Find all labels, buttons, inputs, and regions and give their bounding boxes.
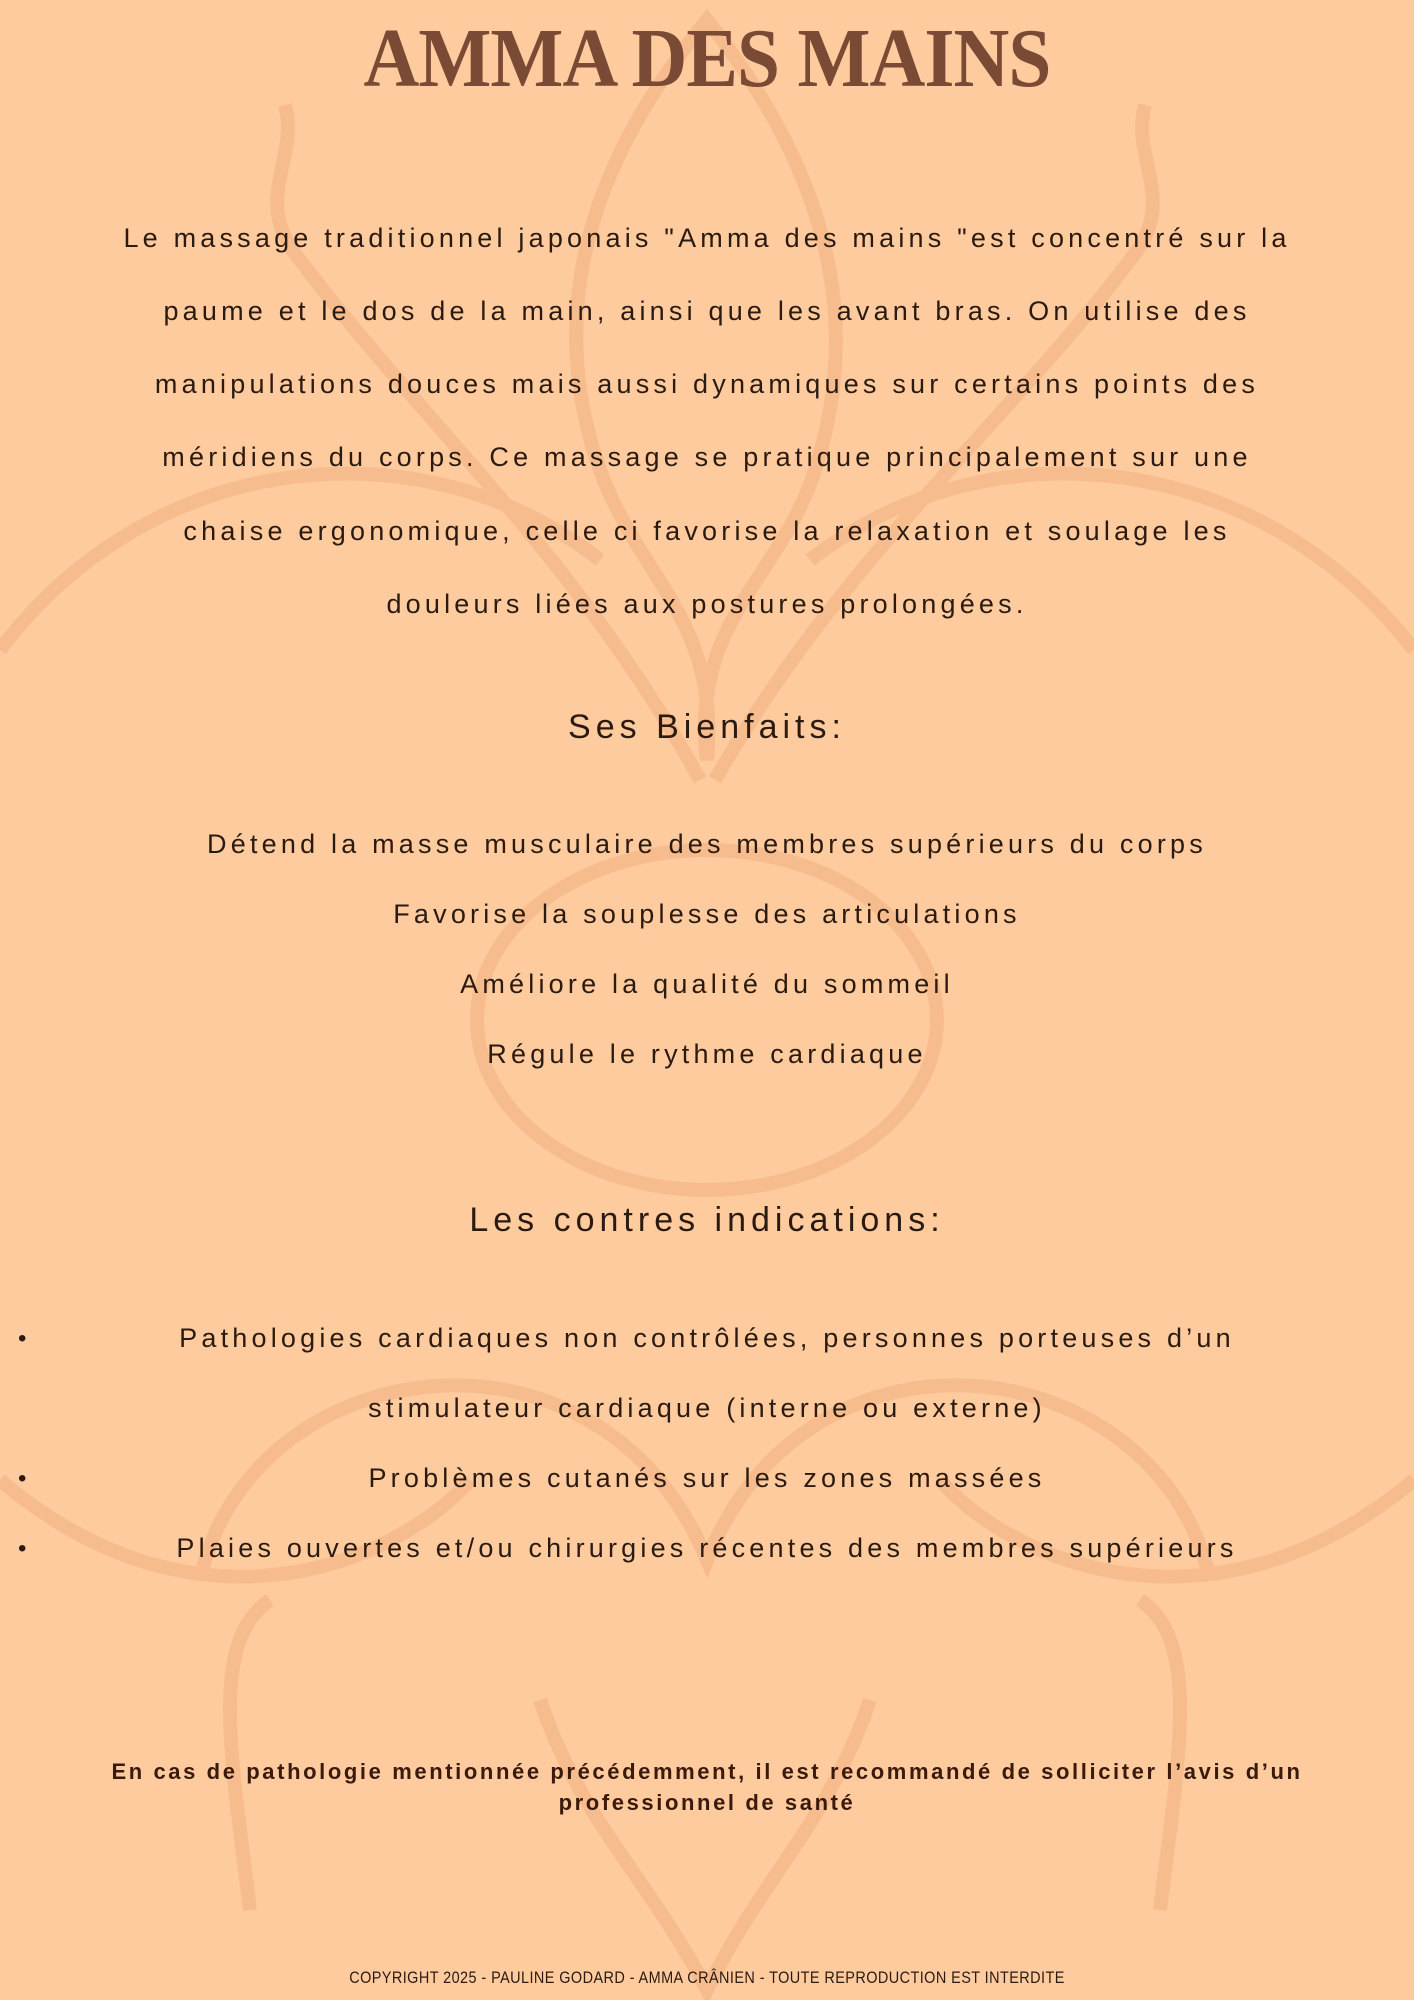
contraindication-item-continued: stimulateur cardiaque (interne ou externe) — [368, 1393, 1046, 1423]
intro-line: méridiens du corps. Ce massage se pratique principalement sur une — [162, 442, 1252, 472]
intro-line: paume et le dos de la main, ainsi que les avant bras. On utilise des — [163, 296, 1251, 326]
page-title: AMMA DES MAINS — [363, 12, 1051, 105]
intro-line: chaise ergonomique, celle ci favorise la relaxation et soulage les — [183, 516, 1231, 546]
contraindication-item: Problèmes cutanés sur les zones massées — [368, 1463, 1046, 1493]
contraindication-item: Plaies ouvertes et/ou chirurgies récentes des membres supérieurs — [176, 1533, 1238, 1563]
benefit-item: Favorise la souplesse des articulations — [393, 899, 1021, 929]
contraindications-heading: Les contres indications: — [469, 1201, 945, 1239]
intro-line: Le massage traditionnel japonais "Amma des mains "est concentré sur la — [123, 223, 1291, 253]
note-line: En cas de pathologie mentionnée précédemment, il est recommandé de solliciter l’avis d’un — [111, 1759, 1303, 1784]
bullet-icon: • — [18, 1535, 27, 1562]
intro-line: manipulations douces mais aussi dynamiques sur certains points des — [154, 369, 1260, 399]
benefit-item: Améliore la qualité du sommeil — [460, 969, 954, 999]
benefit-item: Détend la masse musculaire des membres supérieurs du corps — [207, 829, 1207, 859]
intro-line: douleurs liées aux postures prolongées. — [386, 589, 1028, 619]
note-line: professionnel de santé — [558, 1790, 856, 1815]
benefits-heading: Ses Bienfaits: — [568, 708, 846, 746]
bullet-icon: • — [18, 1325, 27, 1352]
copyright-footer: COPYRIGHT 2025 - PAULINE GODARD - AMMA CRÂNIEN - TOUTE REPRODUCTION EST INTERDITE — [349, 1968, 1065, 1987]
contraindication-item: Pathologies cardiaques non contrôlées, personnes porteuses d’un — [179, 1323, 1235, 1353]
benefit-item: Régule le rythme cardiaque — [487, 1039, 927, 1069]
medical-advice-note — [0, 1756, 1414, 1818]
bullet-icon: • — [18, 1465, 27, 1492]
